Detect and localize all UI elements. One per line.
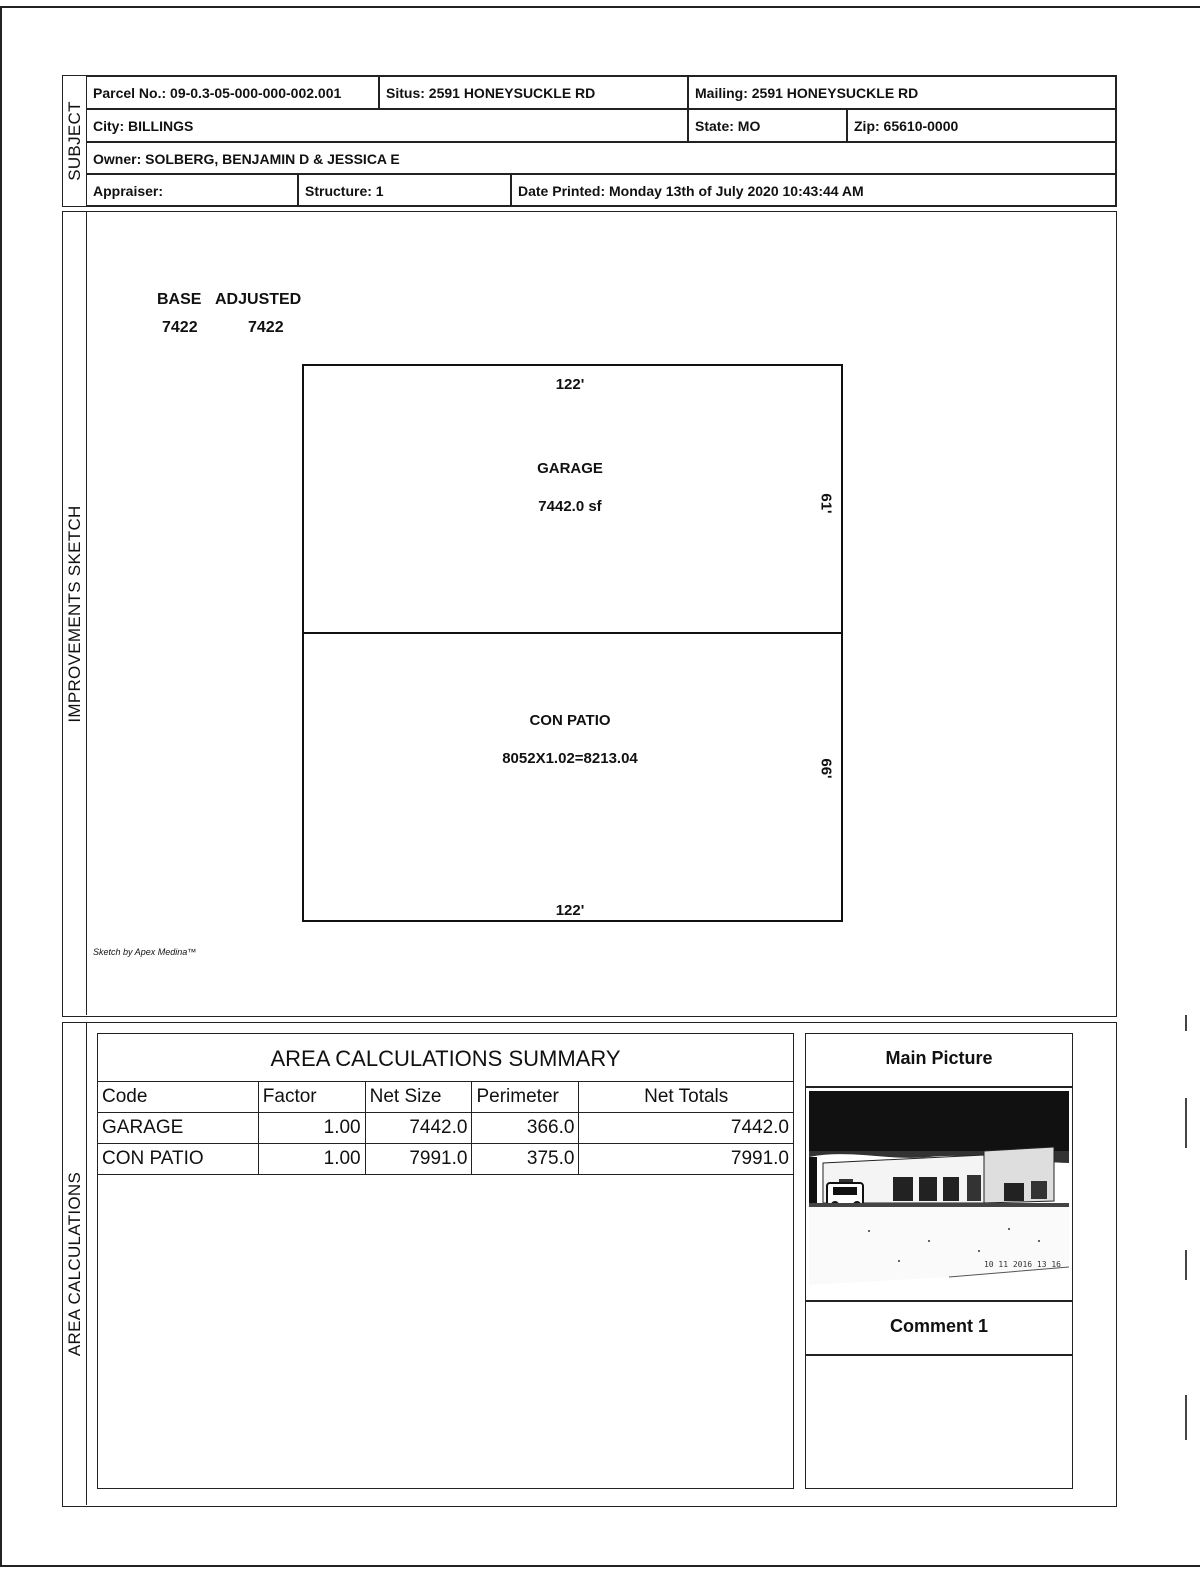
structure: Structure: 1: [298, 174, 511, 206]
garage-depth-dimension: 61': [817, 493, 835, 514]
bottom-dimension: 122': [555, 902, 585, 919]
area-label-cell: [63, 1023, 87, 1505]
main-picture-title: Main Picture: [885, 1048, 993, 1068]
garage-patio-divider: [302, 632, 843, 634]
table-row: [98, 1144, 794, 1175]
garage-area: 7442.0 sf: [538, 498, 602, 515]
garage-label: GARAGE: [537, 460, 603, 477]
comment-rule: [805, 1354, 1073, 1356]
page-left-rule: [0, 6, 2, 1566]
subject-label-cell: [63, 76, 87, 205]
header-factor: Factor: [258, 1082, 365, 1113]
subject-section-label: SUBJECT: [64, 100, 84, 181]
sketch-section-label: IMPROVEMENTS SKETCH: [64, 504, 84, 723]
row-net-size: 7991.0: [365, 1144, 472, 1175]
top-dimension: 122': [555, 376, 585, 393]
patio-calculation: 8052X1.02=8213.04: [502, 750, 638, 767]
state: State: MO: [688, 109, 847, 142]
table-row: [98, 1113, 794, 1144]
main-picture-photo: [809, 1091, 1069, 1285]
appraiser: Appraiser:: [86, 174, 298, 206]
photo-date-stamp: 10 11 2016 13 16: [983, 1260, 1061, 1269]
picture-title-rule: [805, 1086, 1073, 1088]
parcel-number: Parcel No.: 09-0.3-05-000-000-002.001: [86, 76, 379, 109]
situs-address: Situs: 2591 HONEYSUCKLE RD: [379, 76, 688, 109]
adjusted-value: 7422: [248, 319, 284, 336]
base-value: 7422: [162, 319, 198, 336]
header-perimeter: Perimeter: [472, 1082, 579, 1113]
adjusted-label: ADJUSTED: [215, 291, 302, 308]
page-bottom-rule: [0, 1565, 1200, 1567]
comment-label: Comment 1: [889, 1316, 988, 1336]
base-label: BASE: [157, 291, 202, 308]
picture-bottom-rule: [805, 1300, 1073, 1302]
header-net-size: Net Size: [365, 1082, 472, 1113]
patio-label: CON PATIO: [529, 712, 611, 729]
row-net-total: 7991.0: [579, 1144, 794, 1175]
row-perimeter: 375.0: [472, 1144, 579, 1175]
mailing-address: Mailing: 2591 HONEYSUCKLE RD: [688, 76, 1116, 109]
owner: Owner: SOLBERG, BENJAMIN D & JESSICA E: [86, 142, 1116, 174]
header-code: Code: [98, 1082, 259, 1113]
area-section-label: AREA CALCULATIONS: [64, 1171, 84, 1357]
row-code: GARAGE: [98, 1113, 259, 1144]
header-net-totals: Net Totals: [579, 1082, 794, 1113]
row-factor: 1.00: [258, 1144, 365, 1175]
margin-tick: [1185, 1250, 1187, 1280]
row-code: CON PATIO: [98, 1144, 259, 1175]
margin-tick: [1185, 1098, 1187, 1148]
row-factor: 1.00: [258, 1113, 365, 1144]
row-perimeter: 366.0: [472, 1113, 579, 1144]
city: City: BILLINGS: [86, 109, 688, 142]
row-net-size: 7442.0: [365, 1113, 472, 1144]
zip: Zip: 65610-0000: [847, 109, 1116, 142]
sketch-credit: Sketch by Apex Medina™: [93, 947, 197, 957]
area-table-header: [98, 1082, 794, 1113]
row-net-total: 7442.0: [579, 1113, 794, 1144]
page-top-rule: [0, 6, 1200, 8]
area-table: [97, 1081, 794, 1175]
date-printed: Date Printed: Monday 13th of July 2020 10:43:44 AM: [511, 174, 1116, 206]
patio-depth-dimension: 66': [817, 758, 835, 779]
building-outline: [302, 364, 843, 922]
area-summary-title: AREA CALCULATIONS SUMMARY: [270, 1046, 621, 1071]
margin-tick: [1185, 1395, 1187, 1440]
margin-tick: [1185, 1015, 1187, 1031]
sketch-label-cell: [63, 212, 87, 1015]
